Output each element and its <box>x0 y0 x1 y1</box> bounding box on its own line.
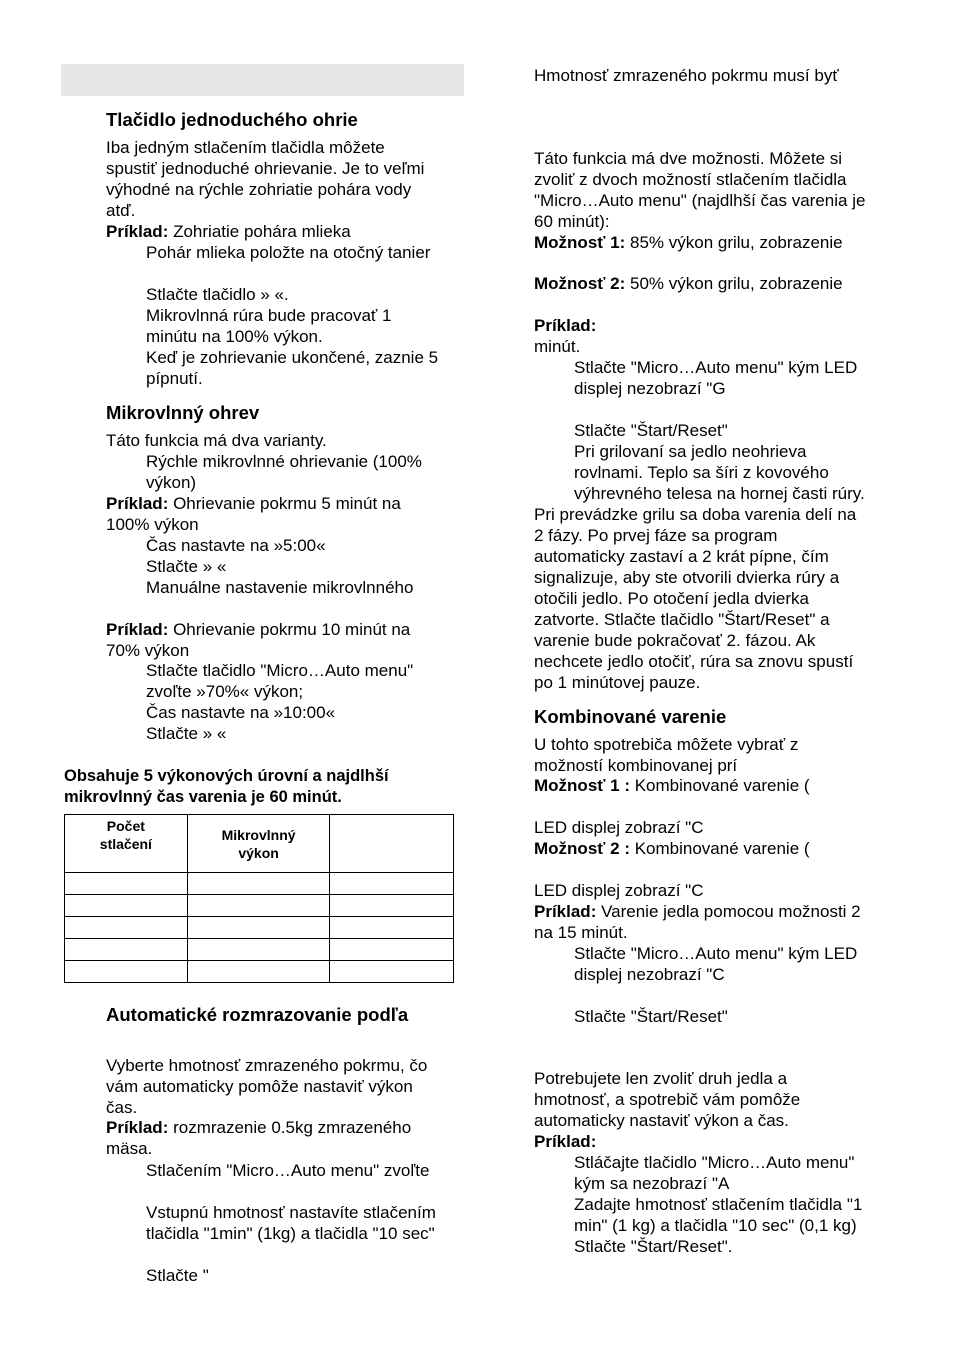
step-line: tlačidla "1min" (1kg) a tlačidla "10 sec" <box>146 1224 435 1243</box>
example-label: Príklad: <box>106 1118 169 1137</box>
text-line: zatvorte. Stlačte tlačidlo "Štart/Reset" a <box>534 610 830 629</box>
example-label: Príklad: <box>534 902 597 921</box>
text-line: 60 minút): <box>534 212 610 231</box>
header-display <box>330 815 454 873</box>
option-label: Možnosť 1 : <box>534 776 630 795</box>
heading-microwave-heating: Mikrovlnný ohrev <box>106 402 260 423</box>
example-label: Príklad: <box>106 620 169 639</box>
text-line: spustiť jednoduché ohrievanie. Je to veľmi <box>106 159 425 178</box>
option-text: 50% výkon grilu, zobrazenie <box>625 274 843 293</box>
text-line: Iba jedným stlačením tlačidla môžete <box>106 138 385 157</box>
step-line: výhrevného telesa na hornej časti rúry. <box>574 484 865 503</box>
text-line: minút. <box>534 337 581 356</box>
example-label: Príklad: <box>534 1132 597 1151</box>
step-line: kým sa nezobrazí "A <box>574 1174 730 1193</box>
table-row <box>65 873 454 895</box>
step-line: Stlačte tlačidlo "Micro…Auto menu" <box>146 661 414 680</box>
text-line: atď. <box>106 201 136 220</box>
step-line: pípnutí. <box>146 369 203 388</box>
text-line: 100% výkon <box>106 515 199 534</box>
text-line: automaticky nastaviť výkon a čas. <box>534 1111 789 1130</box>
text-line: mäsa. <box>106 1139 153 1158</box>
text-line: Vyberte hmotnosť zmrazeného pokrmu, čo <box>106 1056 428 1075</box>
text-line: LED displej zobrazí "C <box>534 818 704 837</box>
power-levels-note: mikrovlnný čas varenia je 60 minút. <box>64 788 342 806</box>
step-line: Stlačte » « <box>146 724 227 743</box>
step-line: Mikrovlnná rúra bude pracovať 1 <box>146 306 392 325</box>
option-line <box>534 838 810 859</box>
table-row <box>65 961 454 983</box>
text-line: výhodné na rýchle zohriatie pohára vody <box>106 180 412 199</box>
option-text: 85% výkon grilu, zobrazenie <box>625 233 843 252</box>
text-line: výkon) <box>146 473 197 492</box>
step-line: Stlačte "Micro…Auto menu" kým LED <box>574 358 858 377</box>
section-header-bar <box>61 64 464 96</box>
text-line: Táto funkcia má dve možnosti. Môžete si <box>534 149 843 168</box>
example-text: Varenie jedla pomocou možnosti 2 <box>596 902 861 921</box>
step-line: Čas nastavte na »5:00« <box>146 536 326 555</box>
text-line: otočili jedlo. Po otočení jedla dvierka <box>534 589 809 608</box>
step-line: Čas nastavte na »10:00« <box>146 703 336 722</box>
step-line: rovlnami. Teplo sa šíri z kovového <box>574 463 829 482</box>
step-line: Pohár mlieka položte na otočný tanier <box>146 243 431 262</box>
text-line: vám automaticky pomôže nastaviť výkon <box>106 1077 413 1096</box>
step-line: displej nezobrazí "G <box>574 379 726 398</box>
example-line <box>534 901 861 922</box>
step-line: Vstupnú hmotnosť nastavíte stlačením <box>146 1203 436 1222</box>
text-line: Hmotnosť zmrazeného pokrmu musí byť <box>534 66 839 85</box>
option-label: Možnosť 2 : <box>534 839 630 858</box>
text-line: nechcete jedlo otočiť, rúra sa znovu spustí <box>534 652 854 671</box>
step-line: Stlačte " <box>146 1266 209 1285</box>
option-label: Možnosť 2: <box>534 274 626 293</box>
text-line: U tohto spotrebiča môžete vybrať z <box>534 735 799 754</box>
heading-simple-heating: Tlačidlo jednoduchého ohrie <box>106 109 358 130</box>
option-line <box>534 775 810 796</box>
example-text: Zohriatie pohára mlieka <box>168 222 351 241</box>
step-line: Stlačením "Micro…Auto menu" zvoľte <box>146 1161 430 1180</box>
step-line: Stlačte "Micro…Auto menu" kým LED <box>574 944 858 963</box>
power-levels-table <box>64 814 454 983</box>
step-line: Stláčajte tlačidlo "Micro…Auto menu" <box>574 1153 855 1172</box>
example-text: rozmrazenie 0.5kg zmrazeného <box>168 1118 412 1137</box>
text-line: automaticky zastaví a 2 krát pípne, čím <box>534 547 829 566</box>
example-text: Ohrievanie pokrmu 5 minút na <box>168 494 401 513</box>
step-line: minútu na 100% výkon. <box>146 327 323 346</box>
step-line: Stlačte » « <box>146 557 227 576</box>
table-header-row <box>65 815 454 873</box>
example-text: Ohrievanie pokrmu 10 minút na <box>168 620 411 639</box>
text-line: signalizuje, aby ste otvorili dvierka rúry a <box>534 568 840 587</box>
text-line: na 15 minút. <box>534 923 628 942</box>
example-line <box>106 221 351 242</box>
step-line: zvoľte »70%« výkon; <box>146 682 304 701</box>
text-line: hmotnosť, a spotrebič vám pomôže <box>534 1090 801 1109</box>
example-line <box>106 493 401 514</box>
text-line: Potrebujete len zvoliť druh jedla a <box>534 1069 788 1088</box>
table-row <box>65 917 454 939</box>
step-line: Stlačte "Štart/Reset". <box>574 1237 733 1256</box>
text-line: možností kombinovanej prí <box>534 756 738 775</box>
text-line: Táto funkcia má dva varianty. <box>106 431 327 450</box>
option-text: Kombinované varenie ( <box>629 839 810 858</box>
text-line: varenie bude pokračovať 2. fázou. Ak <box>534 631 816 650</box>
example-line <box>106 1117 411 1138</box>
text-line: Rýchle mikrovlnné ohrievanie (100% <box>146 452 422 471</box>
table-row <box>65 939 454 961</box>
example-label: Príklad: <box>106 494 169 513</box>
option-label: Možnosť 1: <box>534 233 626 252</box>
step-line: min" (1 kg) a tlačidla "10 sec" (0,1 kg) <box>574 1216 857 1235</box>
step-line: Keď je zohrievanie ukončené, zaznie 5 <box>146 348 439 367</box>
text-line: "Micro…Auto menu" (najdlhší čas varenia je <box>534 191 866 210</box>
heading-auto-defrost: Automatické rozmrazovanie podľa <box>106 1004 409 1025</box>
example-label: Príklad: <box>106 222 169 241</box>
heading-combined-cooking: Kombinované varenie <box>534 706 727 727</box>
step-line: Stlačte tlačidlo » «. <box>146 285 289 304</box>
header-press-count: Počet stlačení <box>65 815 188 873</box>
header-microwave-power: Mikrovlnný výkon <box>187 815 330 873</box>
step-line: Zadajte hmotnosť stlačením tlačidla "1 <box>574 1195 863 1214</box>
power-levels-note: Obsahuje 5 výkonových úrovní a najdlhší <box>64 767 389 785</box>
table-row <box>65 895 454 917</box>
option-line <box>534 232 843 253</box>
step-line: Stlačte "Štart/Reset" <box>574 1007 728 1026</box>
text-line: čas. <box>106 1098 138 1117</box>
step-line: Manuálne nastavenie mikrovlnného <box>146 578 414 597</box>
text-line: zvoliť z dvoch možností stlačením tlačidla <box>534 170 847 189</box>
example-label: Príklad: <box>534 316 597 335</box>
text-line: po 1 minútovej pauze. <box>534 673 701 692</box>
text-line: 2 fázy. Po prvej fáze sa program <box>534 526 778 545</box>
example-line <box>106 619 410 640</box>
option-text: Kombinované varenie ( <box>629 776 810 795</box>
text-line: 70% výkon <box>106 641 190 660</box>
option-line <box>534 273 843 294</box>
step-line: Stlačte "Štart/Reset" <box>574 421 728 440</box>
text-line: Pri prevádzke grilu sa doba varenia delí na <box>534 505 857 524</box>
step-line: displej nezobrazí "C <box>574 965 725 984</box>
text-line: LED displej zobrazí "C <box>534 881 704 900</box>
step-line: Pri grilovaní sa jedlo neohrieva <box>574 442 807 461</box>
